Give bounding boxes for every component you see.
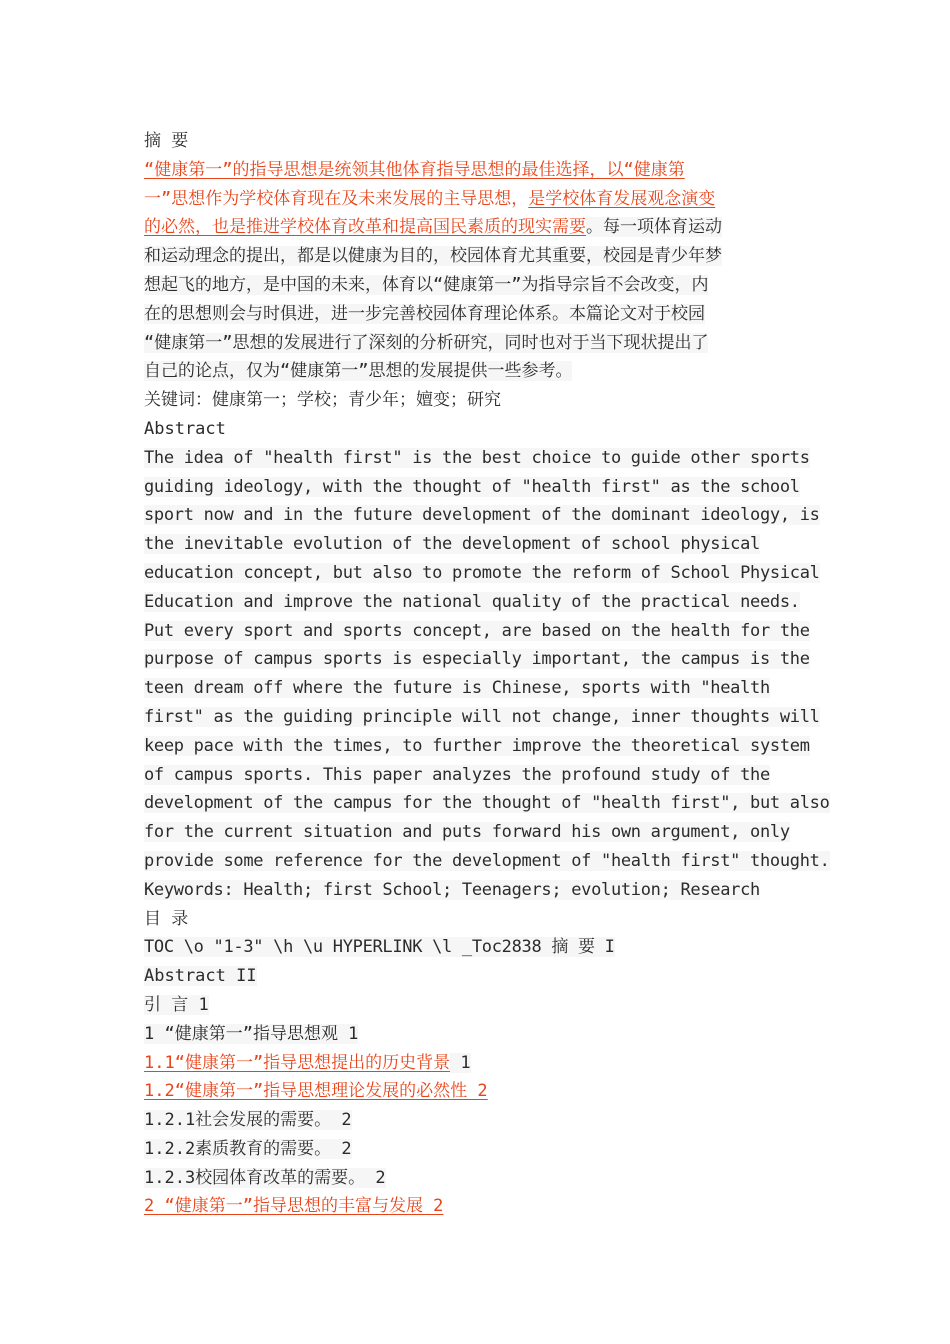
- abstract-cn-red-text: 一”思想作为学校体育现在及未来发展的主导思想，: [144, 188, 529, 209]
- abstract-cn-text: 在的思想则会与时俱进，进一步完善校园体育理论体系。本篇论文对于校园: [144, 303, 705, 324]
- toc-entry-text: 引 言 1: [144, 994, 209, 1015]
- abstract-en-line-15: [144, 847, 830, 876]
- toc-entry-chapter-2[interactable]: [144, 1192, 816, 1221]
- toc-entry-1-2-1[interactable]: [144, 1106, 816, 1135]
- abstract-en-line-12: [144, 761, 816, 790]
- toc-entry-text: 1.2.1社会发展的需要。 2: [144, 1110, 352, 1131]
- toc-entry-1-2[interactable]: [144, 1077, 816, 1106]
- toc-entry-link[interactable]: 1.2“健康第一”指导思想理论发展的必然性 2: [144, 1081, 488, 1102]
- keywords-en: [144, 876, 816, 905]
- keywords-en-text: Keywords: Health; first School; Teenagers; evolution; Research: [144, 879, 760, 900]
- abstract-en-line-1: [144, 444, 816, 473]
- abstract-en-line-8: [144, 645, 816, 674]
- abstract-en-text: development of the campus for the thought of "health first", but also: [144, 793, 830, 814]
- abstract-en-text: guiding ideology, with the thought of "health first" as the school: [144, 476, 800, 497]
- abstract-en-text: The idea of "health first" is the best choice to guide other sports: [144, 447, 810, 468]
- toc-entry-link[interactable]: 2 “健康第一”指导思想的丰富与发展 2: [144, 1196, 444, 1217]
- abstract-en-line-5: [144, 559, 820, 588]
- abstract-en-text: education concept, but also to promote the reform of School Physical: [144, 562, 820, 583]
- abstract-cn-text: 。每一项体育运动: [586, 217, 722, 238]
- abstract-cn-text: “健康第一”思想的发展进行了深刻的分析研究，同时也对于当下现状提出了: [144, 332, 709, 353]
- toc-entry-abstract[interactable]: [144, 962, 816, 991]
- toc-entry-1-2-2[interactable]: [144, 1135, 816, 1164]
- abstract-cn-text: 想起飞的地方，是中国的未来，体育以“健康第一”为指导宗旨不会改变，内: [144, 274, 709, 295]
- abstract-en-text: first" as the guiding principle will not change, inner thoughts will: [144, 706, 820, 727]
- toc-entry-link[interactable]: 1.1“健康第一”指导思想提出的历史背景: [144, 1052, 451, 1073]
- document-page: [144, 127, 830, 1221]
- toc-entry-text: 1.2.2素质教育的需要。 2: [144, 1138, 352, 1159]
- abstract-en-text: Put every sport and sports concept, are based on the health for the: [144, 620, 810, 641]
- toc-entry-chapter-1[interactable]: [144, 1020, 816, 1049]
- abstract-en-text: sport now and in the future development of the dominant ideology, is: [144, 505, 820, 526]
- abstract-cn-line-8: [144, 357, 816, 386]
- abstract-cn-underlined-text: 的必然，也是推进学校体育改革和提高国民素质的现实需要: [144, 217, 586, 238]
- abstract-cn-line-5: [144, 271, 816, 300]
- abstract-en-text: the inevitable evolution of the development of school physical: [144, 534, 760, 555]
- abstract-cn-heading: 摘 要: [144, 131, 189, 151]
- toc-entry-introduction[interactable]: [144, 991, 816, 1020]
- toc-entry-page: 1: [450, 1052, 471, 1073]
- abstract-cn-line-6: [144, 300, 816, 329]
- abstract-en-text: provide some reference for the development of "health first" thought.: [144, 850, 830, 871]
- abstract-en-heading: Abstract: [144, 418, 226, 439]
- abstract-en-text: Education and improve the national quality of the practical needs.: [144, 591, 800, 612]
- abstract-en-line-4: [144, 530, 816, 559]
- abstract-en-text: of campus sports. This paper analyzes the profound study of the: [144, 764, 770, 785]
- toc-field-text: TOC \o "1-3" \h \u HYPERLINK \l _Toc2838 摘 要 I: [144, 937, 615, 958]
- abstract-cn-underlined-text: 是学校体育发展观念演变: [528, 188, 716, 209]
- abstract-en-line-9: [144, 674, 816, 703]
- keywords-cn: 关键词：健康第一；学校；青少年；嬗变；研究: [144, 390, 501, 411]
- abstract-cn-line-3: [144, 213, 816, 242]
- abstract-en-text: teen dream off where the future is Chinese, sports with "health: [144, 678, 770, 699]
- abstract-en-line-3: [144, 501, 820, 530]
- abstract-en-line-6: [144, 588, 816, 617]
- toc-entry-1-2-3[interactable]: [144, 1164, 816, 1193]
- abstract-cn-line-7: [144, 329, 816, 358]
- abstract-en-line-14: [144, 818, 816, 847]
- toc-heading: 目 录: [144, 908, 189, 929]
- toc-entry-text: Abstract II: [144, 966, 257, 987]
- abstract-cn-text: 自己的论点，仅为“健康第一”思想的发展提供一些参考。: [144, 361, 573, 382]
- abstract-cn-line-4: [144, 242, 816, 271]
- toc-entry-text: 1.2.3校园体育改革的需要。 2: [144, 1167, 386, 1188]
- abstract-en-text: keep pace with the times, to further improve the theoretical system: [144, 735, 810, 756]
- abstract-en-line-7: [144, 617, 816, 646]
- abstract-en-text: for the current situation and puts forward his own argument, only: [144, 822, 790, 843]
- toc-entry-1-1[interactable]: [144, 1049, 816, 1078]
- abstract-en-line-2: [144, 473, 816, 502]
- abstract-en-line-11: [144, 732, 816, 761]
- abstract-cn-line-2: [144, 185, 816, 214]
- toc-field-line: [144, 933, 816, 962]
- abstract-cn-text: 和运动理念的提出，都是以健康为目的，校园体育尤其重要，校园是青少年梦: [144, 246, 722, 267]
- abstract-en-text: purpose of campus sports is especially important, the campus is the: [144, 649, 810, 670]
- toc-entry-text: 1 “健康第一”指导思想观 1: [144, 1023, 359, 1044]
- abstract-en-line-10: [144, 703, 820, 732]
- abstract-cn-line-1: “健康第一”的指导思想是统领其他体育指导思想的最佳选择，以“健康第: [144, 159, 685, 180]
- abstract-en-line-13: [144, 789, 830, 818]
